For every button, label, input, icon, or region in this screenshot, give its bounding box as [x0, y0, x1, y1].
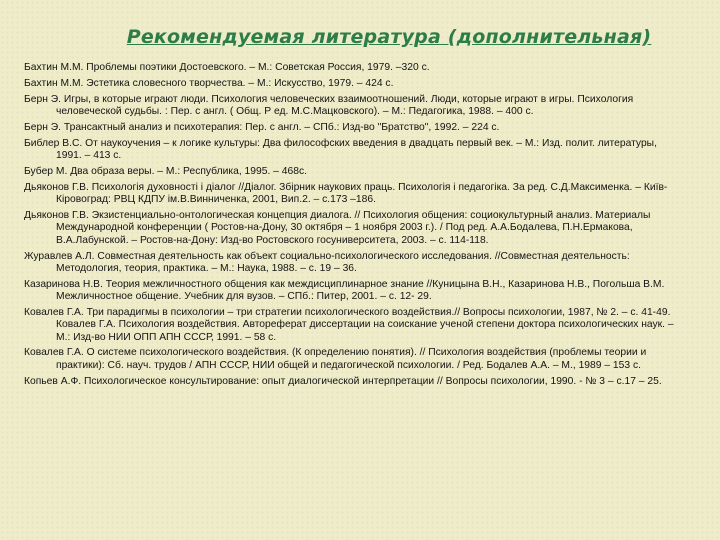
reference-item: Бахтин М.М. Проблемы поэтики Достоевского. – М.: Советская Россия, 1979. –320 с. — [24, 62, 430, 73]
slide-title: Рекомендуемая литература (дополнительная) — [126, 26, 652, 48]
reference-item: Журавлев А.Л. Совместная деятельность как объект социально-психологического исследования. //Совместная деятельность: Методология, теория, практика. – М.: Наука, 1988. – с. 19 – 36. — [24, 250, 630, 274]
reference-item: Ковалев Г.А. О системе психологического воздействия. (К определению понятия). // Психология воздействия (проблемы теории и практики): Сб. науч. трудов / АПН СССР, НИИ общей и педагогической психологии. / Ред. Бодалев А.А. – М., 1989 – 153 с. — [24, 347, 647, 371]
reference-item: Ковалев Г.А. Три парадигмы в психологии – три стратегии психологического воздействия.// Вопросы психологии, 1987, № 2. – с. 41-49. Ковалев Г.А. Психология воздействия. Автореферат диссертации на соискание ученой степени доктора психологических наук. – М.: Изд-во НИИ ОПП АПН СССР, 1991. – 58 с. — [24, 306, 674, 343]
reference-item: Копьев А.Ф. Психологическое консультирование: опыт диалогической интерпретации // Вопросы психологии, 1990. - № 3 – с.17 – 25. — [24, 375, 662, 387]
reference-item: Бубер М. Два образа веры. – М.: Республика, 1995. – 468с. — [24, 166, 307, 178]
reference-item: Дьяконов Г.В. Экзистенциально-онтологическая концепция диалога. // Психология общения: социокультурный анализ. Материалы Международной конференции ( Ростов-на-Дону, 30 октября – 1 ноября 2003 г.). / Под ред. А.А.Бодалева, П.Н.Ермакова, В.А.Лабунской. – Ростов-на-Дону: Изд-во Ростовского госуниверситета, 2003. – с. 114-118. — [24, 210, 651, 246]
reference-item: Дьяконов Г.В. Психологія духовності і діалог //Діалог. Збірник наукових праць. Психологія і педагогіка. За ред. С.Д.Максименка. – Київ-Кіровоград: РВЦ КДПУ ім.В.Винниченка, 2001, Вип.2. – с.173 –186. — [24, 181, 668, 206]
reference-item: Библер В.С. От наукоучения – к логике культуры: Два философских введения в двадцать первый век. – М.: Изд. полит. литературы, 1991. – 413 с. — [24, 137, 657, 162]
reference-item: Берн Э. Трансактный анализ и психотерапия: Пер. с англ. – СПб.: Изд-во "Братство", 1992. – 224 с. — [24, 121, 500, 133]
reference-item: Берн Э. Игры, в которые играют люди. Психология человеческих взаимоотношений. Люди, которые играют в игры. Психология человеческой судьбы. : Пер. с англ. ( Общ. Р ед. М.С.Мацковского). – М.: Педагогика, 1988. – 400 с. — [24, 93, 634, 118]
reference-list — [24, 62, 684, 388]
reference-item: Бахтин М.М. Эстетика словесного творчества. – М.: Искусство, 1979. – 424 с. — [24, 77, 394, 89]
reference-item: Казаринова Н.В. Теория межличностного общения как междисциплинарное знание //Куницына В.Н., Казаринова Н.В., Погольша В.М. Межличностное общение. Учебник для вузов. – СПб.: Питер, 2001. – с. 12- 29. — [24, 278, 665, 303]
